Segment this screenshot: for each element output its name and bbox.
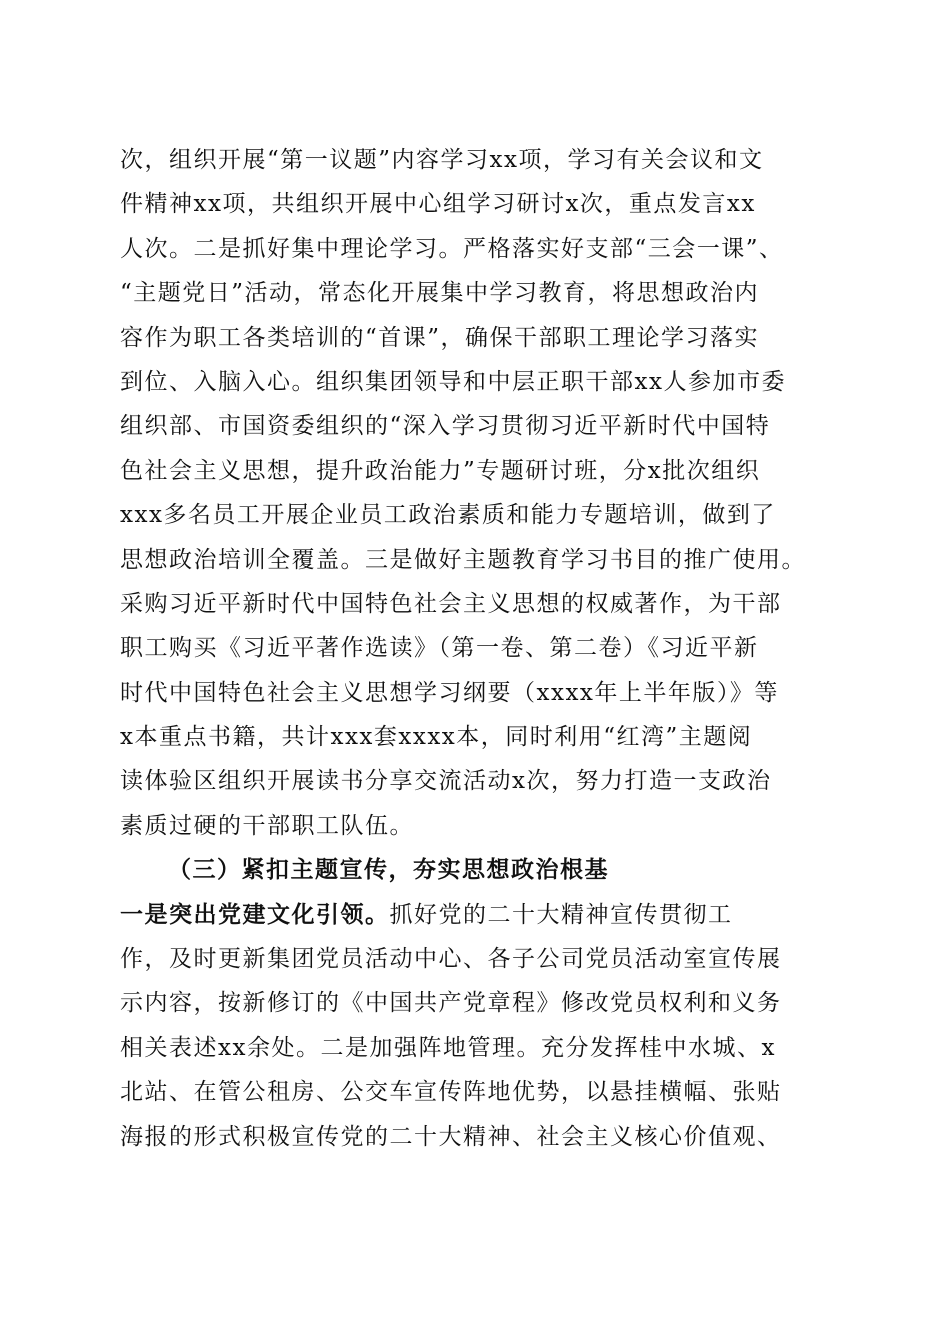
body-line: 次，组织开展“第一议题”内容学习xx项，学习有关会议和文: [120, 147, 764, 173]
body-line: 海报的形式积极宣传党的二十大精神、社会主义核心价值观、: [120, 1123, 782, 1150]
body-line: 时代中国特色社会主义思想学习纲要（xxxx年上半年版）》等: [120, 679, 779, 706]
lead-phrase: 一是突出党建文化引领。: [120, 901, 390, 928]
body-line: 职工购买《习近平著作选读》（第一卷、第二卷）《习近平新: [120, 635, 759, 662]
lead-line: [120, 893, 835, 937]
body-line: 读体验区组织开展读书分享交流活动x次，努力打造一支政治: [120, 768, 772, 795]
body-line: 素质过硬的干部职工队伍。: [120, 812, 414, 839]
body-line: 思想政治培训全覆盖。三是做好主题教育学习书目的推广使用。: [120, 546, 806, 573]
body-line: 作，及时更新集团党员活动中心、各子公司党员活动室宣传展: [120, 946, 782, 973]
body-line: 北站、在管公租房、公交车宣传阵地优势，以悬挂横幅、张贴: [120, 1079, 782, 1106]
body-line: 色社会主义思想，提升政治能力”专题研讨班，分x批次组织: [120, 457, 761, 484]
body-line: x本重点书籍，共计xxx套xxxx本，同时利用“红湾”主题阅: [120, 724, 753, 751]
body-line: 人次。二是抓好集中理论学习。严格落实好支部“三会一课”、: [120, 235, 784, 262]
body-line: 件精神xx项，共组织开展中心组学习研讨x次，重点发言xx: [120, 191, 756, 218]
body-line: 到位、入脑入心。组织集团领导和中层正职干部xx人参加市委: [120, 368, 786, 395]
lead-rest: 抓好党的二十大精神宣传贯彻工: [389, 901, 733, 928]
body-line: xxx多名员工开展企业员工政治素质和能力专题培训，做到了: [120, 502, 776, 529]
body-line: 组织部、市国资委组织的“深入学习贯彻习近平新时代中国特: [120, 413, 771, 440]
body-line: 相关表述xx余处。二是加强阵地管理。充分发挥桂中水城、x: [120, 1034, 776, 1061]
document-body: [120, 138, 835, 1159]
body-line: 容作为职工各类培训的“首课”，确保干部职工理论学习落实: [120, 324, 760, 351]
body-line: 采购习近平新时代中国特色社会主义思想的权威著作，为干部: [120, 590, 782, 617]
body-line: “主题党日”活动，常态化开展集中学习教育，将思想政治内: [120, 280, 760, 307]
body-line: 示内容，按新修订的《中国共产党章程》修改党员权利和义务: [120, 990, 782, 1017]
section-heading: （三）紧扣主题宣传，夯实思想政治根基: [168, 857, 609, 884]
